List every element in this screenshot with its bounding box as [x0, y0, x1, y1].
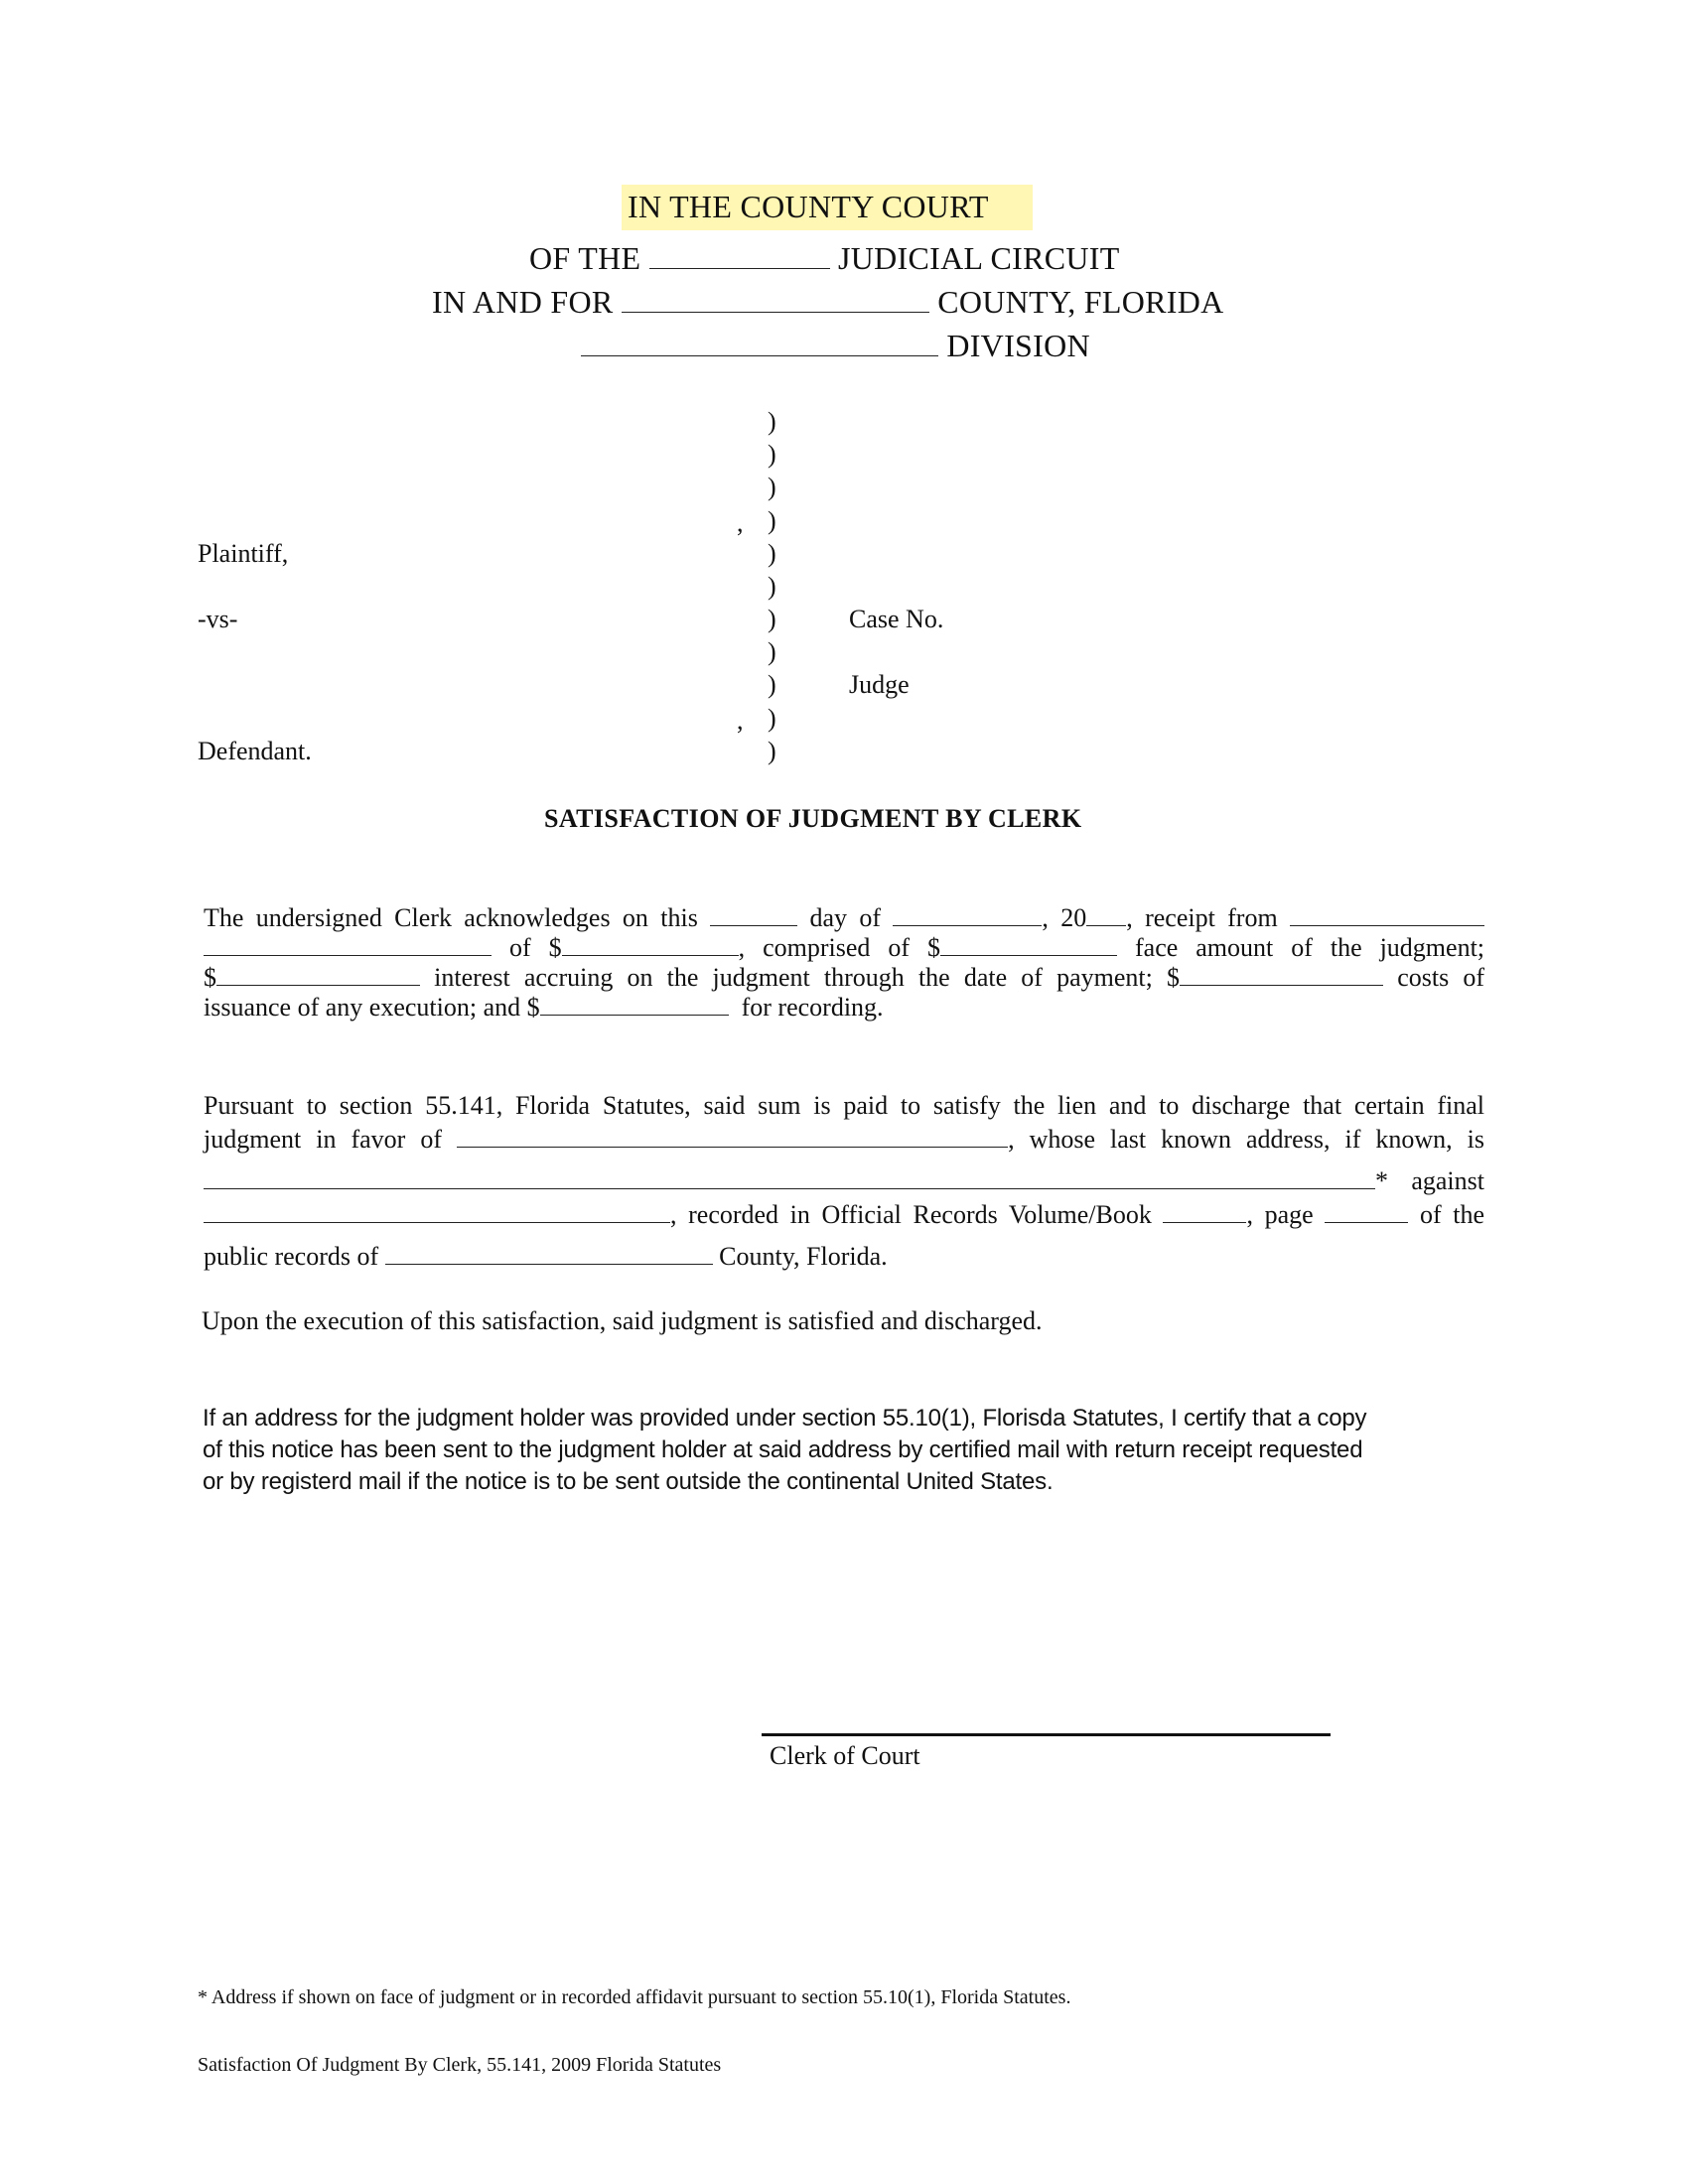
vs-label: -vs-: [198, 605, 238, 633]
receipt-line-1: The undersigned Clerk acknowledges on this day of , 20 , receipt from: [204, 901, 1484, 935]
circuit-line: [529, 240, 1120, 277]
receipt-line-4: issuance of any execution; and $ for recording.: [204, 993, 884, 1022]
receipt-line-3: $ interest accruing on the judgment through the date of payment; $ costs of: [204, 963, 1484, 992]
payor-blank[interactable]: [204, 931, 492, 956]
clerk-of-court-label: Clerk of Court: [770, 1741, 920, 1770]
judicial-circuit-label: JUDICIAL CIRCUIT: [837, 240, 1120, 276]
judgment-debtor-blank[interactable]: [204, 1198, 670, 1223]
county-blank[interactable]: [622, 288, 929, 313]
plaintiff-comma: ,: [737, 508, 744, 537]
records-county-blank[interactable]: [385, 1240, 713, 1265]
page-footer: Satisfaction Of Judgment By Clerk, 55.141, 2009 Florida Statutes: [198, 2054, 722, 2076]
judge-label: Judge: [849, 670, 910, 699]
year-blank[interactable]: [1086, 901, 1126, 926]
judgment-holder-blank[interactable]: [457, 1123, 1008, 1148]
discharge-line-5: public records of County, Florida.: [204, 1242, 888, 1271]
page-blank[interactable]: [1325, 1198, 1408, 1223]
division-blank[interactable]: [581, 332, 938, 356]
plaintiff-label: Plaintiff,: [198, 539, 289, 568]
document-title: SATISFACTION OF JUDGMENT BY CLERK: [544, 804, 1082, 833]
holder-address-blank[interactable]: [204, 1164, 1375, 1189]
discharge-line-1: Pursuant to section 55.141, Florida Statutes, said sum is paid to satisfy the lien and to discharge that certain final: [204, 1091, 1484, 1120]
in-and-for-label: IN AND FOR: [432, 284, 614, 320]
month-blank[interactable]: [893, 901, 1042, 926]
county-line: [432, 284, 1224, 321]
defendant-comma: ,: [737, 706, 744, 735]
case-no-label: Case No.: [849, 605, 944, 633]
division-line: [581, 328, 1090, 364]
total-amount-blank[interactable]: [562, 931, 739, 956]
face-amount-blank[interactable]: [940, 931, 1117, 956]
signature-line[interactable]: [762, 1733, 1331, 1736]
recording-amount-blank[interactable]: [540, 991, 729, 1016]
discharge-line-2: judgment in favor of , whose last known address, if known, is: [204, 1125, 1485, 1154]
satisfaction-statement: Upon the execution of this satisfaction, said judgment is satisfied and discharged.: [202, 1306, 1043, 1335]
certification-line-2: of this notice has been sent to the judgment holder at said address by certified mail with return receipt requested: [203, 1436, 1363, 1463]
defendant-label: Defendant.: [198, 737, 312, 765]
court-name: IN THE COUNTY COURT: [622, 189, 1033, 225]
certification-paragraph: [203, 1403, 1366, 1498]
interest-amount-blank[interactable]: [216, 961, 420, 986]
division-label: DIVISION: [946, 328, 1090, 363]
discharge-line-4: , recorded in Official Records Volume/Book , page of the: [204, 1198, 1484, 1232]
footnote: * Address if shown on face of judgment or in recorded affidavit pursuant to section 55.10(1), Florida Statutes.: [198, 1986, 1071, 2008]
discharge-paragraph: [204, 1089, 1484, 1274]
certification-line-1: If an address for the judgment holder was provided under section 55.10(1), Florisda Statutes, I certify that a copy: [203, 1405, 1367, 1432]
received-from-blank[interactable]: [1290, 901, 1484, 926]
circuit-number-blank[interactable]: [649, 244, 830, 269]
volume-book-blank[interactable]: [1163, 1198, 1246, 1223]
county-florida-label: COUNTY, FLORIDA: [937, 284, 1224, 320]
discharge-line-3: * against: [204, 1164, 1484, 1198]
receipt-line-2: of $ , comprised of $ face amount of the judgment;: [204, 931, 1484, 965]
receipt-paragraph: [204, 901, 1484, 1024]
of-the-label: OF THE: [529, 240, 641, 276]
costs-amount-blank[interactable]: [1180, 961, 1383, 986]
certification-line-3: or by registerd mail if the notice is to be sent outside the continental United States.: [203, 1468, 1054, 1495]
day-blank[interactable]: [710, 901, 797, 926]
